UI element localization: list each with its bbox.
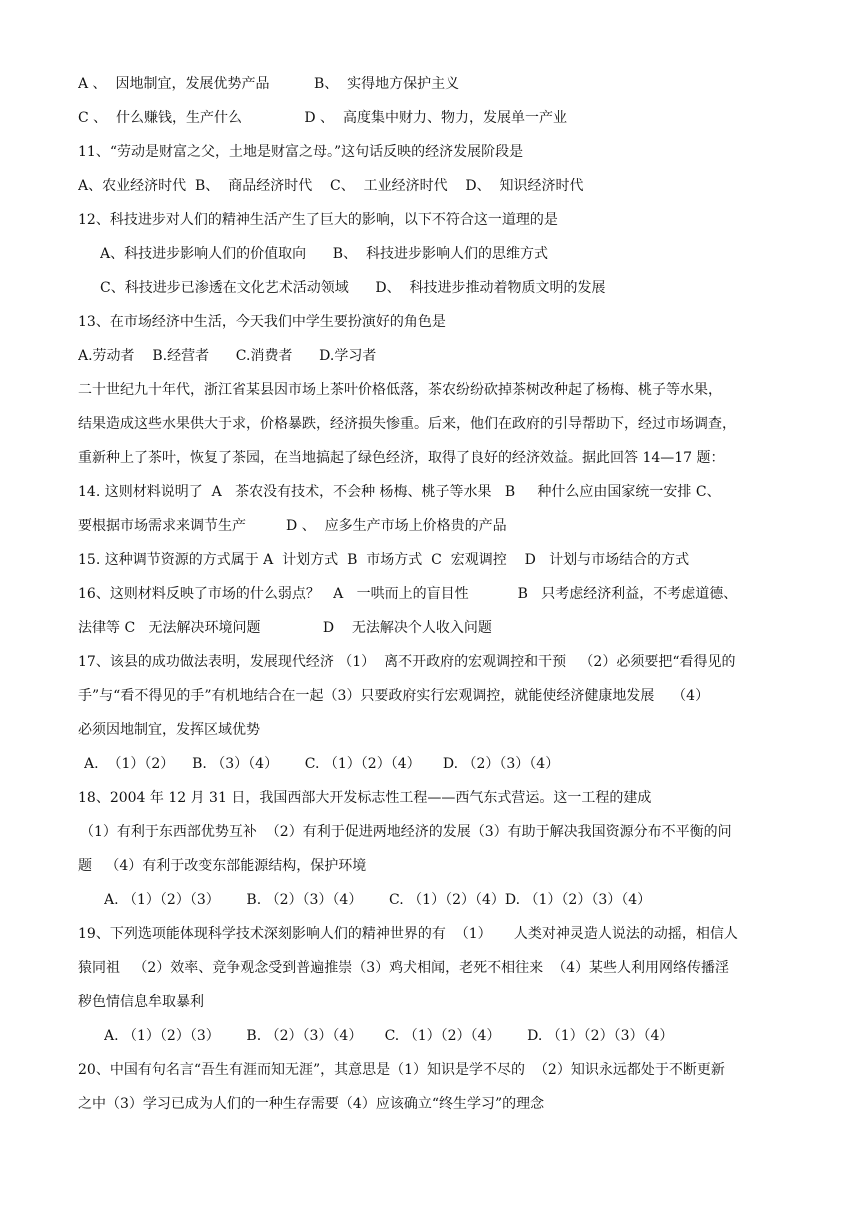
q17-options: A. （1）（2） B. （3）（4） C. （1）（2）（4） D. （2）（3）（4） bbox=[84, 756, 560, 772]
q18-options: A. （1）（2）（3） B. （2）（3）（4） C. （1）（2）（4）D. （1）（2）（3）（4） bbox=[104, 892, 652, 908]
q18-line-3: 题 （4）有利于改变东部能源结构，保护环境 bbox=[78, 858, 367, 874]
q20-line-2: 之中（3）学习已成为人们的一种生存需要（4）应该确立“终生学习”的理念 bbox=[78, 1096, 545, 1112]
q18-stem: 18、2004 年 12 月 31 日，我国西部大开发标志性工程——西气东式营运。这一工程的建成 bbox=[78, 790, 652, 806]
q13-options: A.劳动者 B.经营者 C.消费者 D.学习者 bbox=[78, 348, 377, 364]
q18-line-2: （1）有利于东西部优势互补 （2）有利于促进两地经济的发展（3）有助于解决我国资源分布不平衡的问 bbox=[80, 824, 732, 840]
q16-line-1: 16、这则材料反映了市场的什么弱点？ A 一哄而上的盲目性 B 只考虑经济利益，不考虑道德、 bbox=[78, 586, 738, 602]
q10-options-ab: A 、 因地制宜，发展优势产品 B、 实得地方保护主义 bbox=[78, 76, 460, 92]
q19-line-3: 秽色情信息牟取暴利 bbox=[78, 994, 204, 1010]
q11-options: A、农业经济时代 B、 商品经济时代 C、 工业经济时代 D、 知识经济时代 bbox=[78, 178, 584, 194]
q19-line-2: 猿同祖 （2）效率、竞争观念受到普遍推崇（3）鸡犬相闻，老死不相往来 （4）某些人利用网络传播淫 bbox=[78, 960, 729, 976]
q13-stem: 13、在市场经济中生活，今天我们中学生要扮演好的角色是 bbox=[78, 314, 446, 330]
q17-line-1: 17、该县的成功做法表明，发展现代经济 （1） 离不开政府的宏观调控和干预 （2）必须要把“看得见的 bbox=[78, 654, 736, 670]
material-line-2: 结果造成这些水果供大于求，价格暴跌，经济损失惨重。后来，他们在政府的引导帮助下，经过市场调查， bbox=[78, 416, 736, 432]
q17-line-2: 手”与“看不得见的手”有机地结合在一起（3）只要政府实行宏观调控，就能使经济健康地发展 （4） bbox=[78, 688, 710, 704]
q17-line-3: 必须因地制宜，发挥区域优势 bbox=[78, 722, 260, 738]
q14-line-1: 14. 这则材料说明了 A 茶农没有技术，不会种 杨梅、桃子等水果 B 种什么应由国家统一安排 C、 bbox=[78, 484, 721, 500]
q19-line-1: 19、下列选项能体现科学技术深刻影响人们的精神世界的有 （1） 人类对神灵造人说法的动摇，相信人 bbox=[78, 926, 738, 942]
material-line-1: 二十世纪九十年代，浙江省某县因市场上茶叶价格低落，茶农纷纷砍掉茶树改种起了杨梅、桃子等水果， bbox=[78, 382, 722, 398]
q16-line-2: 法律等 C 无法解决环境问题 D 无法解决个人收入问题 bbox=[78, 620, 492, 636]
q19-options: A. （1）（2）（3） B. （2）（3）（4） C. （1）（2）（4） D. （1）（2）（3）（4） bbox=[104, 1028, 674, 1044]
material-line-3: 重新种上了茶叶，恢复了茶园，在当地搞起了绿色经济，取得了良好的经济效益。据此回答 14—17 题： bbox=[78, 450, 725, 466]
q20-line-1: 20、中国有句名言“吾生有涯而知无涯”，其意思是（1）知识是学不尽的 （2）知识永远都处于不断更新 bbox=[78, 1062, 725, 1078]
q12-stem: 12、科技进步对人们的精神生活产生了巨大的影响，以下不符合这一道理的是 bbox=[78, 212, 558, 228]
q15-line: 15. 这种调节资源的方式属于 A 计划方式 B 市场方式 C 宏观调控 D 计划与市场结合的方式 bbox=[78, 552, 690, 568]
q12-options-cd: C、科技进步已渗透在文化艺术活动领域 D、 科技进步推动着物质文明的发展 bbox=[100, 280, 606, 296]
q12-options-ab: A、科技进步影响人们的价值取向 B、 科技进步影响人们的思维方式 bbox=[100, 246, 548, 262]
q10-options-cd: C 、 什么赚钱，生产什么 D 、 高度集中财力、物力，发展单一产业 bbox=[78, 110, 567, 126]
q14-line-2: 要根据市场需求来调节生产 D 、 应多生产市场上价格贵的产品 bbox=[78, 518, 507, 534]
q11-stem: 11、“劳动是财富之父，土地是财富之母。”这句话反映的经济发展阶段是 bbox=[78, 144, 524, 160]
